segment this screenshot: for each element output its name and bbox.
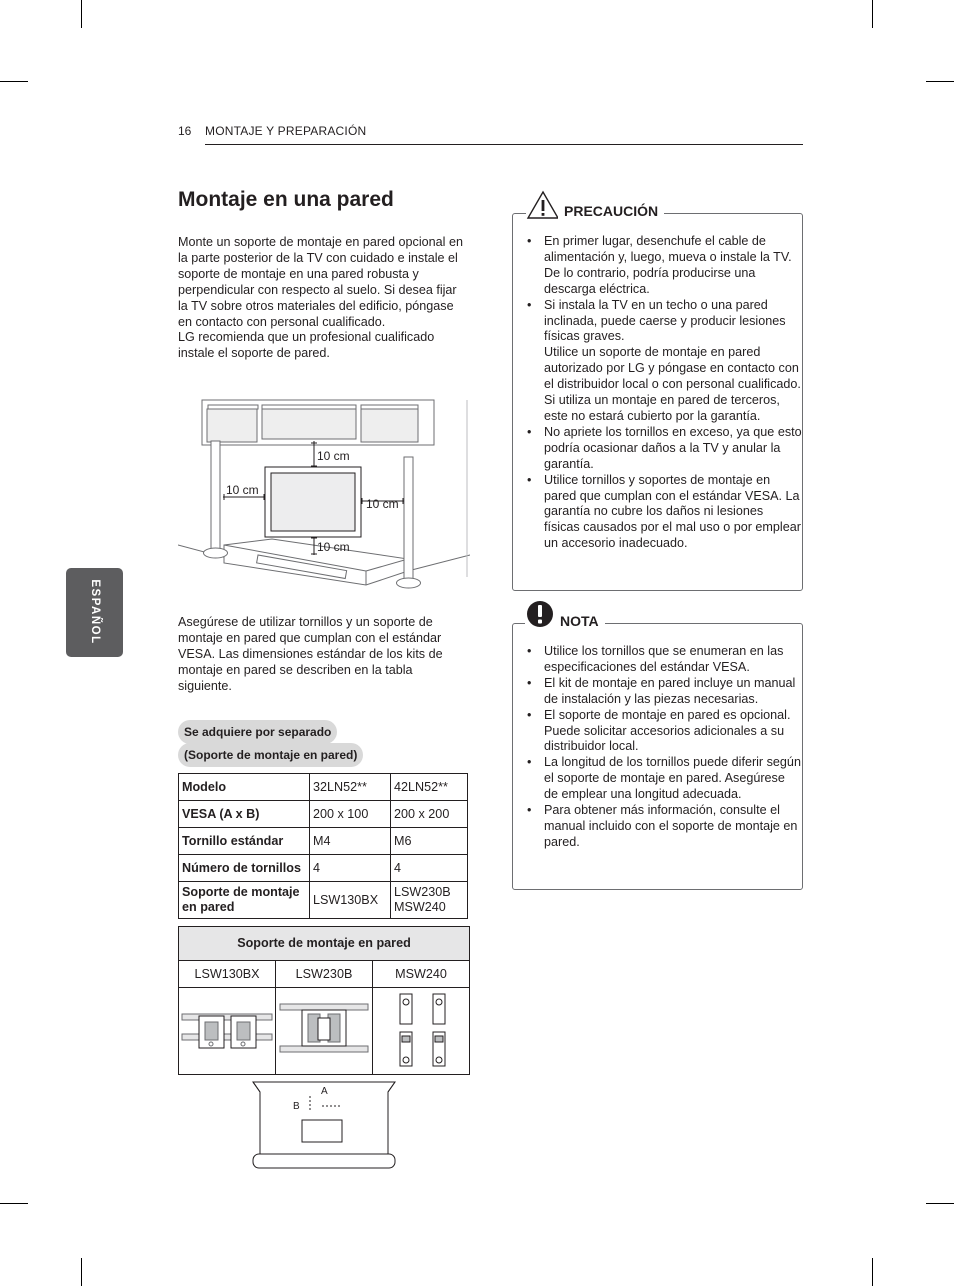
crop-mark: [0, 81, 28, 82]
note-title: NOTA: [554, 613, 605, 629]
table-cell: 42LN52**: [391, 774, 468, 801]
table-cell: Tornillo estándar: [179, 828, 310, 855]
list-item: • Para obtener más información, consulte el manual incluido con el soporte de montaje en pared.: [513, 803, 802, 851]
table-cell: [391, 882, 468, 919]
list-item-extra: Utilice un soporte de montaje en pared autorizado por LG y póngase en contacto con el distribuidor local o con personal cualificado.: [544, 345, 801, 392]
clearance-bottom-label: 10 cm: [317, 540, 350, 554]
msw240-bracket-image: [373, 988, 469, 1074]
crop-mark: [926, 81, 954, 82]
crop-mark: [926, 1203, 954, 1204]
caution-title: PRECAUCIÓN: [558, 203, 664, 219]
list-item: • No apriete los tornillos en exceso, ya que esto podría ocasionar daños a la TV y anular la garantía.: [513, 425, 802, 473]
page-number: 16: [178, 124, 192, 138]
crop-mark: [81, 1258, 82, 1286]
list-item-text: Si instala la TV en un techo o una pared inclinada, puede caerse y producir lesiones físicas graves.: [544, 297, 786, 344]
vesa-a-label: A: [321, 1086, 328, 1097]
caution-list: [513, 234, 802, 552]
note-list: [513, 644, 802, 851]
table-row: [179, 828, 468, 855]
table-cell: LSW230B: [276, 961, 373, 988]
table-cell: 200 x 200: [391, 801, 468, 828]
spec-table: [178, 773, 468, 919]
separately-badge: Se adquiere por separado: [178, 720, 337, 744]
table-row: [179, 855, 468, 882]
table-row: [179, 801, 468, 828]
table-cell: Soporte de montaje en pared: [179, 882, 310, 919]
clearance-top-label: 10 cm: [317, 449, 350, 463]
list-item: • Utilice los tornillos que se enumeran en las especificaciones del estándar VESA.: [513, 644, 802, 676]
header-rule: [205, 144, 803, 145]
clearance-left-label: 10 cm: [226, 483, 259, 497]
table-cell: 32LN52**: [310, 774, 391, 801]
lsw130bx-bracket-image: [179, 988, 275, 1074]
list-item: • Utilice tornillos y soportes de montaje en pared que cumplan con el estándar VESA. La garantía no cubre los daños ni lesiones físicas causados por el mal uso o por emplear un accesorio inadecuado.: [513, 473, 802, 553]
note-box: [512, 613, 803, 890]
table-cell: [373, 988, 469, 1074]
cell-line: LSW230B: [394, 885, 451, 899]
vesa-b-label: B: [293, 1101, 300, 1112]
list-item: • El kit de montaje en pared incluye un manual de instalación y las piezas necesarias.: [513, 676, 802, 708]
table-cell: [179, 988, 276, 1074]
list-item: • En primer lugar, desenchufe el cable de alimentación y, luego, mueva o instale la TV. De lo contrario, podría producirse una descarga eléctrica.: [513, 234, 802, 298]
table-cell: MSW240: [373, 961, 469, 988]
language-tab-label: ESPAÑOL: [89, 579, 101, 645]
table-cell: LSW130BX: [179, 961, 276, 988]
table-cell: Número de tornillos: [179, 855, 310, 882]
cell-line: MSW240: [394, 900, 446, 914]
table-cell: VESA (A x B): [179, 801, 310, 828]
table-cell: [276, 988, 373, 1074]
table-cell: 4: [310, 855, 391, 882]
caution-box: [512, 203, 803, 591]
table-cell: Modelo: [179, 774, 310, 801]
clearance-right-label: 10 cm: [366, 497, 399, 511]
crop-mark: [81, 0, 82, 28]
table-cell: M4: [310, 828, 391, 855]
wall-clearance-illustration: [178, 395, 470, 595]
exclamation-icon: [525, 599, 555, 629]
vesa-text: Asegúrese de utilizar tornillos y un soporte de montaje en pared que cumplan con el estándar VESA. Las dimensiones estándar de los kits de montaje en pared se describen en la tabla siguiente.: [178, 615, 443, 693]
table-row: [179, 774, 468, 801]
table-row: [179, 988, 469, 1074]
crop-mark: [872, 1258, 873, 1286]
list-item: • La longitud de los tornillos puede diferir según el soporte de montaje en pared. Asegúrese de emplear una longitud adecuada.: [513, 755, 802, 803]
section-title: MONTAJE Y PREPARACIÓN: [205, 124, 367, 138]
warning-icon: [526, 190, 560, 220]
table-cell: 4: [391, 855, 468, 882]
language-tab: [66, 568, 123, 657]
table-cell: 200 x 100: [310, 801, 391, 828]
tv-back-vesa-diagram: [250, 1080, 398, 1174]
separately-sub-badge: (Soporte de montaje en pared): [178, 743, 363, 767]
crop-mark: [872, 0, 873, 28]
intro-text: [178, 235, 468, 362]
mounts-table-title: Soporte de montaje en pared: [179, 927, 469, 961]
table-cell: M6: [391, 828, 468, 855]
intro-paragraph: LG recomienda que un profesional cualificado instale el soporte de pared.: [178, 330, 435, 361]
list-item: • El soporte de montaje en pared es opcional. Puede solicitar accesorios adicionales a su distribuidor local.: [513, 708, 802, 756]
crop-mark: [0, 1203, 28, 1204]
page-title: Montaje en una pared: [178, 188, 394, 211]
mounts-table: [178, 926, 470, 1075]
intro-paragraph: Monte un soporte de montaje en pared opcional en la parte posterior de la TV con cuidado e instale el soporte de montaje en una pared robusta y perpendicular con respecto al suelo. Si desea fijar la TV sobre otros materiales del edificio, póngase en contacto con personal cualificado.: [178, 235, 463, 329]
table-cell: LSW130BX: [310, 882, 391, 919]
list-item-extra: Si utiliza un montaje en pared de terceros, este no estará cubierto por la garantía.: [544, 393, 780, 423]
list-item: [513, 298, 802, 425]
lsw230b-bracket-image: [276, 988, 372, 1074]
table-row: [179, 882, 468, 919]
table-row: [179, 961, 469, 988]
